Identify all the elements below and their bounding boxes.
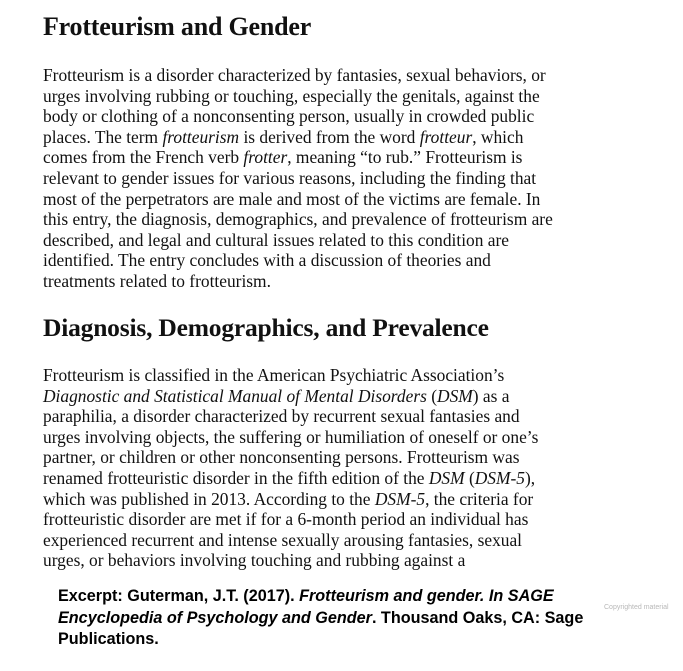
text-line xyxy=(43,550,643,571)
text-line xyxy=(43,65,643,86)
text-line xyxy=(43,489,643,510)
text-run: relevant to gender issues for various reasons, including the finding that xyxy=(43,167,537,188)
section-title-diagnosis: Diagnosis, Demographics, and Prevalence xyxy=(43,313,489,342)
copyright-watermark: Copyrighted material xyxy=(604,604,669,611)
text-run: body or clothing of a nonconsenting person, usually in crowded public xyxy=(43,106,535,127)
text-line xyxy=(43,386,643,407)
italic-text-run: DSM xyxy=(437,385,473,406)
italic-text-run: Encyclopedia of Psychology and Gender xyxy=(58,608,372,627)
text-run: comes from the French verb xyxy=(43,147,244,168)
italic-text-run: DSM-5 xyxy=(374,488,426,509)
excerpt-citation xyxy=(58,586,598,651)
text-line xyxy=(43,468,643,489)
text-line xyxy=(43,86,643,107)
italic-text-run: DSM xyxy=(428,467,465,488)
text-run: most of the perpetrators are male and most of the victims are female. In xyxy=(43,188,541,209)
text-run: identified. The entry concludes with a discussion of theories and xyxy=(43,250,491,271)
text-line xyxy=(43,189,643,210)
text-line xyxy=(43,230,643,251)
text-run: ( xyxy=(464,467,475,488)
text-line xyxy=(43,147,643,168)
text-run: partner, or children or other nonconsenting persons. Frotteurism was xyxy=(43,447,520,468)
text-line xyxy=(43,530,643,551)
text-run: urges, or behaviors involving touching and rubbing against a xyxy=(43,550,466,571)
text-run: urges involving objects, the suffering or humiliation of oneself or one’s xyxy=(43,426,539,447)
italic-text-run: frotter xyxy=(243,147,288,168)
text-line xyxy=(43,365,643,386)
text-line xyxy=(58,608,598,630)
text-line xyxy=(58,586,598,608)
text-run: which was published in 2013. According to the xyxy=(43,488,375,509)
diagnosis-paragraph xyxy=(43,365,643,571)
text-run: , which xyxy=(472,126,524,147)
text-run: ) as a xyxy=(472,385,510,406)
text-line xyxy=(43,209,643,230)
italic-text-run: DSM-5 xyxy=(474,467,525,488)
text-line xyxy=(43,127,643,148)
text-run: Publications. xyxy=(58,630,159,649)
text-line xyxy=(43,168,643,189)
text-run: this entry, the diagnosis, demographics, and prevalence of frotteurism are xyxy=(43,209,553,230)
italic-text-run: Diagnostic and Statistical Manual of Mental Disorders xyxy=(43,385,427,406)
text-run: renamed frotteuristic disorder in the fifth edition of the xyxy=(43,467,429,488)
text-run: ( xyxy=(426,385,438,406)
text-run: ), xyxy=(524,467,536,488)
text-line xyxy=(58,629,598,651)
text-run: . Thousand Oaks, CA: Sage xyxy=(371,608,584,627)
intro-paragraph xyxy=(43,65,643,292)
text-run: described, and legal and cultural issues related to this condition are xyxy=(43,229,510,250)
text-line xyxy=(43,447,643,468)
section-title-frotteurism-and-gender: Frotteurism and Gender xyxy=(43,12,312,41)
text-line xyxy=(43,106,643,127)
text-run: treatments related to frotteurism. xyxy=(43,270,271,291)
text-line xyxy=(43,271,643,292)
text-run: Frotteurism is a disorder characterized by fantasies, sexual behaviors, or xyxy=(43,65,546,85)
text-run: Excerpt: Guterman, J.T. (2017). xyxy=(58,587,300,605)
italic-text-run: Frotteurism and gender. In SAGE xyxy=(299,587,554,605)
text-run: Frotteurism is classified in the American Psychiatric Association’s xyxy=(43,365,505,385)
text-run: , the criteria for xyxy=(425,488,534,509)
text-run: is derived from the word xyxy=(239,126,420,147)
italic-text-run: frotteurism xyxy=(162,126,240,147)
text-run: frotteuristic disorder are met if for a 6-month period an individual has xyxy=(43,509,529,530)
text-line xyxy=(43,509,643,530)
text-run: experienced recurrent and intense sexually arousing fantasies, sexual xyxy=(43,529,523,550)
text-run: places. The term xyxy=(43,126,163,147)
italic-text-run: frotteur xyxy=(419,126,473,147)
text-line xyxy=(43,250,643,271)
text-line xyxy=(43,427,643,448)
text-run: paraphilia, a disorder characterized by recurrent sexual fantasies and xyxy=(43,406,520,427)
text-run: , meaning “to rub.” Frotteurism is xyxy=(287,147,523,168)
text-run: urges involving rubbing or touching, especially the genitals, against the xyxy=(43,85,540,106)
text-line xyxy=(43,406,643,427)
